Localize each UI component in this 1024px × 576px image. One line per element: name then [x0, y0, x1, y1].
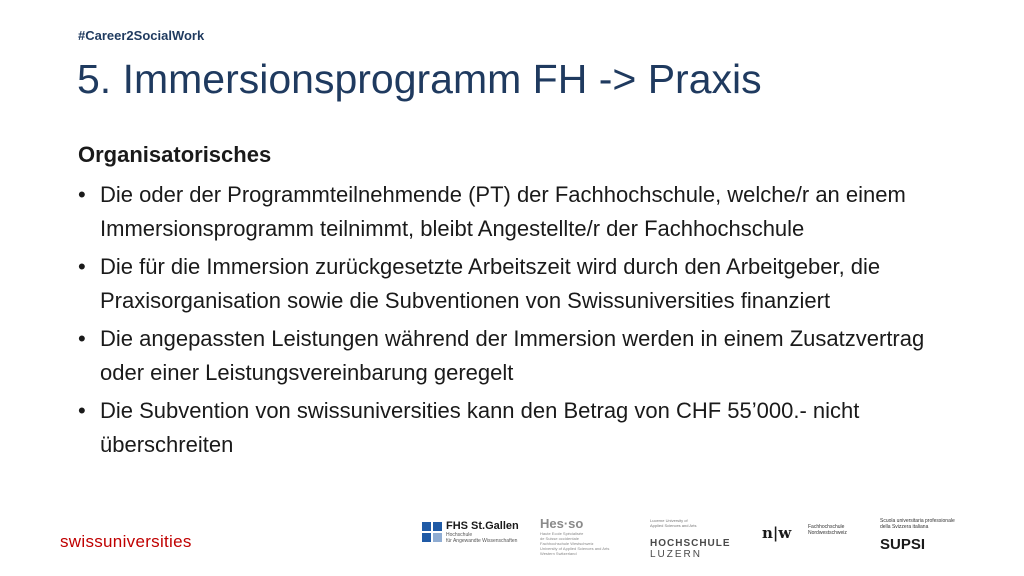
bullet-text: Die Subvention von swissuniversities kann den Betrag von CHF 55’000.- nicht überschreiten	[100, 398, 860, 457]
bullet-text: Die oder der Programmteilnehmende (PT) der Fachhochschule, welche/r an einem Immersionsprogramm teilnimmt, bleibt Angestellte/r der Fachhochschule	[100, 182, 906, 241]
hes-sub: Haute Ecole Spécialisée	[540, 531, 584, 536]
hslu-sub: Applied Sciences and Arts	[650, 523, 697, 528]
bullet-list	[78, 178, 958, 462]
fhs-sub: für Angewandte Wissenschaften	[446, 538, 518, 544]
nw-sub: Nordwestschweiz	[808, 530, 847, 536]
fhnw-logo	[762, 524, 847, 543]
bullet-item	[78, 178, 958, 246]
bullet-text: Die angepassten Leistungen während der Immersion werden in einem Zusatzvertrag oder einer Leistungsvereinbarung geregelt	[100, 326, 925, 385]
hslu-sub: Lucerne University of	[650, 518, 688, 523]
hes-sub: University of Applied Sciences and Arts	[540, 546, 610, 551]
nw-mark: n|w	[762, 524, 792, 542]
bullet-symbol: •	[78, 326, 86, 351]
nw-sub: Fachhochschule	[808, 524, 845, 530]
hslu-name: LUZERN	[650, 549, 703, 560]
supsi-name: SUPSI	[880, 536, 926, 553]
bullet-text: Die für die Immersion zurückgesetzte Arbeitszeit wird durch den Arbeitgeber, die Praxisorganisation sowie die Subventionen von Swissuniversities finanziert	[100, 254, 881, 313]
hslu-name: HOCHSCHULE	[650, 538, 731, 549]
slide-title: 5. Immersionsprogramm FH -> Praxis	[77, 56, 762, 102]
hes-sub: Western Switzerland	[540, 551, 577, 556]
bullet-item	[78, 394, 958, 462]
hochschule-luzern-logo	[650, 518, 730, 560]
fhs-sub: Hochschule	[446, 532, 473, 538]
partner-logos	[0, 512, 1024, 576]
bullet-item	[78, 250, 958, 318]
fhs-grid-icon	[422, 522, 442, 542]
bullet-item	[78, 322, 958, 390]
hes-sub: de Suisse occidentale	[540, 536, 579, 541]
section-heading: Organisatorisches	[78, 142, 272, 167]
fhs-name: FHS St.Gallen	[446, 520, 519, 532]
slide-content	[78, 142, 958, 466]
hes-name: Hes·so	[540, 516, 584, 531]
supsi-sub: della Svizzera italiana	[880, 524, 929, 530]
swissuniversities-logo: swissuniversities	[60, 532, 192, 551]
supsi-logo	[880, 518, 955, 553]
bullet-symbol: •	[78, 254, 86, 279]
hes-so-logo	[540, 516, 610, 556]
hashtag: #Career2SocialWork	[78, 28, 205, 43]
bullet-symbol: •	[78, 182, 86, 207]
bullet-symbol: •	[78, 398, 86, 423]
hes-sub: Fachhochschule Westschweiz	[540, 541, 594, 546]
supsi-sub: Scuola universitaria professionale	[880, 518, 955, 524]
